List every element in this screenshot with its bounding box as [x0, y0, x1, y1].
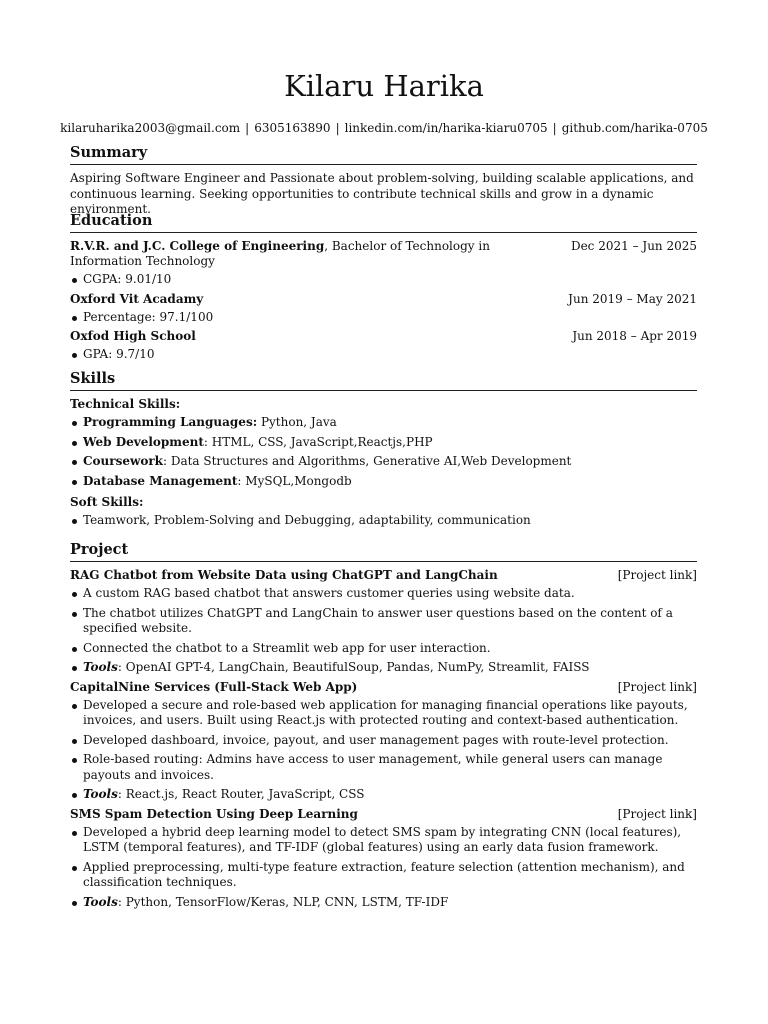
- skill-label: Coursework: [83, 454, 163, 468]
- skill-value: : Data Structures and Algorithms, Generative AI,Web Development: [162, 454, 572, 468]
- project-tools: [70, 787, 697, 803]
- education-detail: Percentage: 97.1/100: [70, 310, 697, 326]
- education-section: [70, 212, 697, 367]
- school-name: R.V.R. and J.C. College of Engineering: [70, 239, 325, 253]
- phone-number: 6305163890: [254, 121, 331, 135]
- project-bullet: Connected the chatbot to a Streamlit web app for user interaction.: [70, 641, 697, 657]
- projects-heading: Project: [70, 541, 697, 562]
- education-detail: GPA: 9.7/10: [70, 347, 697, 363]
- skill-item: [70, 454, 697, 470]
- summary-text: Aspiring Software Engineer and Passionate about problem-solving, building scalable applications, and continuous learning. Seeking opportunities to contribute technical skills and grow in a dynamic environment.: [70, 171, 694, 216]
- candidate-name: Kilaru Harika: [284, 69, 484, 103]
- linkedin-link[interactable]: linkedin.com/in/harika-kiaru0705: [344, 121, 548, 135]
- skill-label: Programming Languages:: [83, 415, 258, 429]
- education-entry: [70, 329, 697, 363]
- education-entry: [70, 239, 697, 288]
- project-bullet: The chatbot utilizes ChatGPT and LangChain to answer user questions based on the content of a specified website.: [70, 606, 697, 637]
- project-link[interactable]: [Project link]: [617, 679, 697, 694]
- skill-value: : HTML, CSS, JavaScript,Reactjs,PHP: [203, 434, 433, 449]
- project-bullet: Developed dashboard, invoice, payout, and user management pages with route-level protection.: [70, 733, 697, 749]
- project-entry: [70, 807, 697, 911]
- technical-skills-label: Technical Skills:: [70, 397, 181, 411]
- summary-heading: Summary: [70, 144, 697, 165]
- skill-label: Web Development: [83, 434, 204, 449]
- education-dates: Jun 2019 – May 2021: [568, 291, 697, 306]
- project-title: CapitalNine Services (Full-Stack Web App): [70, 679, 358, 694]
- tools-label: Tools: [83, 894, 118, 909]
- school-name: Oxfod High School: [70, 329, 196, 343]
- skills-heading: Skills: [70, 370, 697, 391]
- education-heading: Education: [70, 212, 697, 233]
- education-entry: [70, 292, 697, 326]
- email-link[interactable]: kilaruharika2003@gmail.com: [60, 121, 241, 135]
- skills-section: [70, 370, 697, 533]
- skill-value: Python, Java: [257, 415, 337, 429]
- project-bullet: A custom RAG based chatbot that answers customer queries using website data.: [70, 586, 697, 602]
- soft-skills-label: Soft Skills:: [70, 495, 144, 509]
- project-bullet: Developed a secure and role-based web application for managing financial operations like payouts, invoices, and users. Built using React.js with protected routing and context-based authentication.: [70, 698, 697, 729]
- project-tools: [70, 660, 697, 676]
- tools-label: Tools: [83, 660, 118, 674]
- project-bullet: Developed a hybrid deep learning model to detect SMS spam by integrating CNN (local features), LSTM (temporal features), and TF-IDF (global features) using an early data fusion framework.: [70, 825, 697, 856]
- tools-value: : OpenAI GPT-4, LangChain, BeautifulSoup, Pandas, NumPy, Streamlit, FAISS: [117, 660, 590, 674]
- soft-skill-item: Teamwork, Problem-Solving and Debugging, adaptability, communication: [70, 513, 697, 529]
- degree-name: , Bachelor of Technology in Information Technology: [70, 239, 490, 268]
- education-dates: Jun 2018 – Apr 2019: [572, 329, 697, 343]
- skill-item: [70, 415, 697, 431]
- tools-label: Tools: [83, 787, 118, 801]
- skill-value: : MySQL,Mongodb: [237, 473, 352, 488]
- project-title: SMS Spam Detection Using Deep Learning: [70, 806, 358, 821]
- project-bullet: Applied preprocessing, multi-type feature extraction, feature selection (attention mechanism), and classification techniques.: [70, 860, 697, 891]
- project-tools: [70, 895, 697, 911]
- tools-value: : React.js, React Router, JavaScript, CSS: [117, 787, 365, 801]
- separator: |: [335, 121, 340, 135]
- projects-section: [70, 541, 697, 914]
- project-bullet: Role-based routing: Admins have access to user management, while general users can manage payouts and invoices.: [70, 752, 697, 783]
- skill-label: Database Management: [83, 473, 238, 488]
- project-entry: [70, 568, 697, 676]
- separator: |: [552, 121, 557, 135]
- contact-line: [0, 121, 768, 136]
- education-dates: Dec 2021 – Jun 2025: [570, 239, 697, 253]
- skill-item: [70, 474, 697, 490]
- project-link[interactable]: [Project link]: [617, 568, 697, 582]
- summary-section: [70, 144, 697, 218]
- tools-value: : Python, TensorFlow/Keras, NLP, CNN, LSTM, TF-IDF: [117, 894, 449, 909]
- project-entry: [70, 680, 697, 803]
- education-detail: CGPA: 9.01/10: [70, 272, 697, 288]
- project-title: RAG Chatbot from Website Data using ChatGPT and LangChain: [70, 568, 498, 582]
- separator: |: [245, 121, 250, 135]
- skill-item: [70, 435, 697, 451]
- github-link[interactable]: github.com/harika-0705: [561, 121, 708, 135]
- school-name: Oxford Vit Acadamy: [70, 291, 204, 306]
- project-link[interactable]: [Project link]: [617, 806, 697, 821]
